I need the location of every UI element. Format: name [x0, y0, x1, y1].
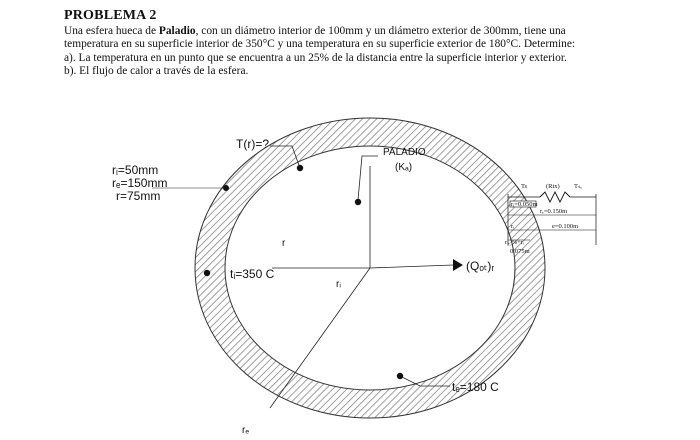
ri-axis-label: rᵢ: [336, 279, 341, 290]
problem-line-4: b). El flujo de calor a través de la esfera.: [64, 65, 249, 78]
problem-line-1b: , con un diámetro interior de 100mm y un diámetro exterior de 300mm, tiene una: [195, 25, 566, 37]
inset-ri-short: rᵢ: [511, 223, 515, 230]
te-point: [397, 373, 403, 379]
r-axis-label: r: [282, 238, 286, 249]
problem-title: PROBLEMA 2: [64, 8, 157, 23]
tr-point: [297, 165, 303, 171]
problem-line-2: temperatura en su superficie interior de 350°C y una temperatura en su superficie exterior de 180°C. Determine:: [64, 38, 576, 51]
problem-line-3: a). La temperatura en un punto que se encuentra a un 25% de la distancia entre la superficie interior y exterior.: [64, 51, 567, 64]
re-axis-label: rₑ: [242, 425, 250, 436]
tr-label: T(r)=?: [236, 137, 269, 151]
inset-ri-label: rᵢ=0.050m: [511, 201, 538, 208]
conductivity-label: (Kₐ): [395, 162, 413, 173]
outer-radius-label: rₑ=150mm: [112, 176, 168, 190]
problem-line-1a: Una esfera hueca de: [64, 25, 159, 37]
inset-r075-label: 0.075m: [510, 248, 530, 255]
radius-line-q: [370, 265, 453, 268]
inset-r25-label: r₂₅%+rᵢ: [505, 239, 525, 246]
ti-point: [204, 270, 210, 276]
inner-radius-label: rᵢ=50mm: [112, 163, 159, 177]
rtx-label: (Rtx): [546, 183, 560, 190]
ts-label: Ts: [521, 183, 528, 190]
tsc-label: Tₛₑ: [574, 183, 583, 190]
palladio-label: PALADIO: [383, 147, 426, 158]
inset-e-label: e=0.100m: [552, 223, 579, 230]
palladio-leader: [358, 156, 378, 200]
ti-label: tᵢ=350 C: [230, 267, 275, 281]
heat-flow-label: (Qₒₜ)ᵣ: [466, 259, 495, 273]
inset-re-label: rₑ=0.150m: [540, 208, 568, 215]
resistor-symbol: [540, 192, 570, 202]
te-label: tₑ=180 C: [452, 380, 499, 394]
heat-flow-arrow: [453, 259, 463, 271]
point-radius-label: r=75mm: [116, 189, 161, 203]
material-name: Paladio: [158, 25, 196, 37]
palladio-point: [355, 199, 361, 205]
